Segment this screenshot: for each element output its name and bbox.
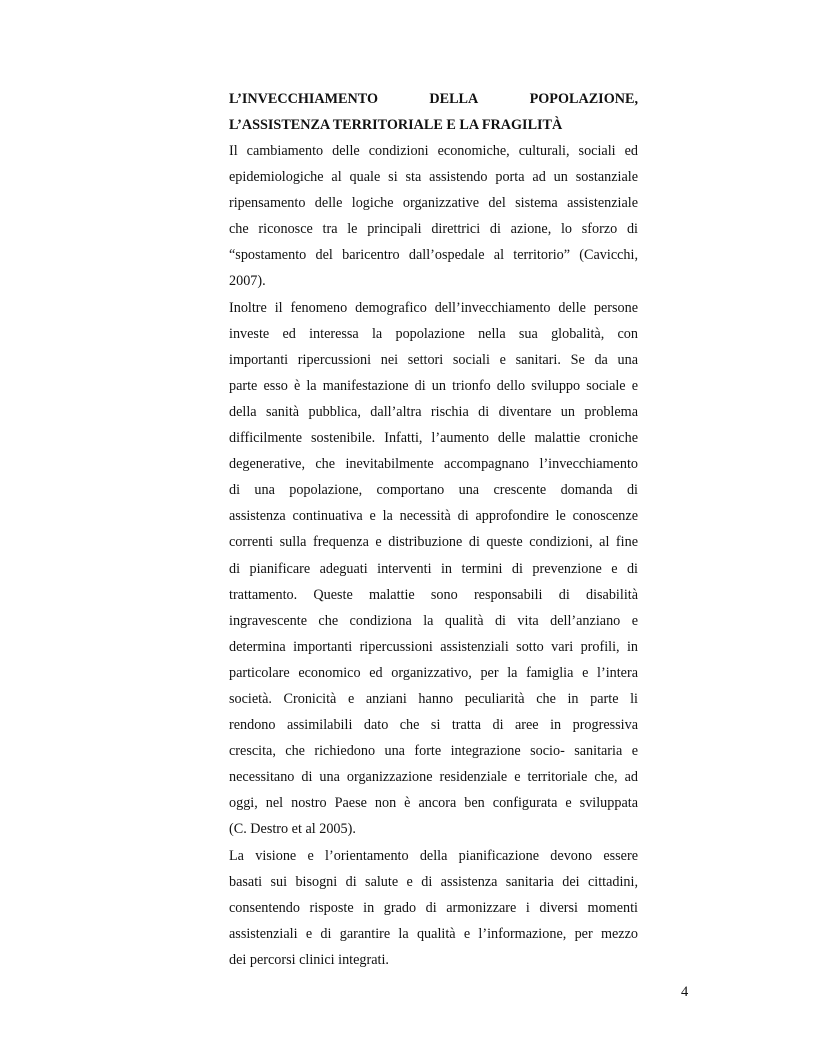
paragraph-line: crescita, che richiedono una forte integrazione socio- sanitaria e [229, 743, 638, 760]
paragraph-line: 2007). [229, 273, 266, 290]
paragraph-line: degenerative, che inevitabilmente accompagnano l’invecchiamento [229, 456, 638, 473]
paragraph-line: consentendo risposte in grado di armonizzare i diversi momenti [229, 899, 638, 916]
paragraph-line: assistenziali e di garantire la qualità e l’informazione, per mezzo [229, 925, 638, 942]
section-heading-line-2: L’ASSISTENZA TERRITORIALE E LA FRAGILITÀ [229, 117, 563, 133]
paragraph-line: società. Cronicità e anziani hanno peculiarità che in parte li [229, 690, 638, 707]
paragraph-line: determina importanti ripercussioni assistenziali sotto vari profili, in [229, 638, 638, 655]
heading-word: DELLA [429, 91, 479, 107]
paragraph-line: La visione e l’orientamento della pianificazione devono essere [229, 847, 638, 864]
paragraph [229, 843, 638, 973]
paragraph-line: di pianificare adeguati interventi in termini di prevenzione e di [229, 560, 638, 577]
paragraph-line: rendono assimilabili dato che si tratta di aree in progressiva [229, 717, 638, 734]
paragraph-line: correnti sulla frequenza e distribuzione di queste condizioni, al fine [229, 534, 638, 551]
heading-word: L’INVECCHIAMENTO [229, 91, 378, 107]
page-number: 4 [681, 984, 689, 1000]
paragraph [229, 295, 638, 843]
paragraph [229, 138, 638, 295]
paragraph-line: Inoltre il fenomeno demografico dell’invecchiamento delle persone [229, 299, 638, 316]
paragraph-line: necessitano di una organizzazione residenziale e territoriale che, ad [229, 769, 638, 786]
paragraph-line: Il cambiamento delle condizioni economiche, culturali, sociali ed [229, 143, 638, 159]
paragraph-line: epidemiologiche al quale si sta assistendo porta ad un sostanziale [229, 169, 638, 186]
paragraph-line: assistenza continuativa e la necessità di approfondire le conoscenze [229, 508, 638, 525]
paragraph-line: di una popolazione, comportano una crescente domanda di [229, 482, 638, 499]
paragraph-line: trattamento. Queste malattie sono responsabili di disabilità [229, 586, 638, 603]
paragraph-line: difficilmente sostenibile. Infatti, l’aumento delle malattie croniche [229, 430, 638, 447]
paragraph-line: oggi, nel nostro Paese non è ancora ben configurata e sviluppata [229, 795, 638, 812]
paragraph-line: ingravescente che condiziona la qualità di vita dell’anziano e [229, 612, 638, 629]
paragraph-line: ripensamento delle logiche organizzative del sistema assistenziale [229, 195, 638, 212]
paragraph-line: basati sui bisogni di salute e di assistenza sanitaria dei cittadini, [229, 873, 638, 890]
paragraph-line: dei percorsi clinici integrati. [229, 951, 389, 968]
document-page [229, 86, 638, 973]
paragraph-line: della sanità pubblica, dall’altra rischia di diventare un problema [229, 403, 638, 420]
section-heading-line-1 [229, 86, 638, 112]
paragraph-line: “spostamento del baricentro dall’ospedale al territorio” (Cavicchi, [229, 247, 638, 264]
paragraph-line: (C. Destro et al 2005). [229, 821, 356, 838]
paragraph-line: importanti ripercussioni nei settori sociali e sanitari. Se da una [229, 351, 638, 368]
body-text [229, 138, 638, 973]
heading-word: POPOLAZIONE, [529, 91, 638, 107]
paragraph-line: che riconosce tra le principali direttrici di azione, lo sforzo di [229, 221, 638, 238]
paragraph-line: particolare economico ed organizzativo, per la famiglia e l’intera [229, 664, 638, 681]
paragraph-line: investe ed interessa la popolazione nella sua globalità, con [229, 325, 638, 342]
paragraph-line: parte esso è la manifestazione di un trionfo dello sviluppo sociale e [229, 377, 638, 394]
